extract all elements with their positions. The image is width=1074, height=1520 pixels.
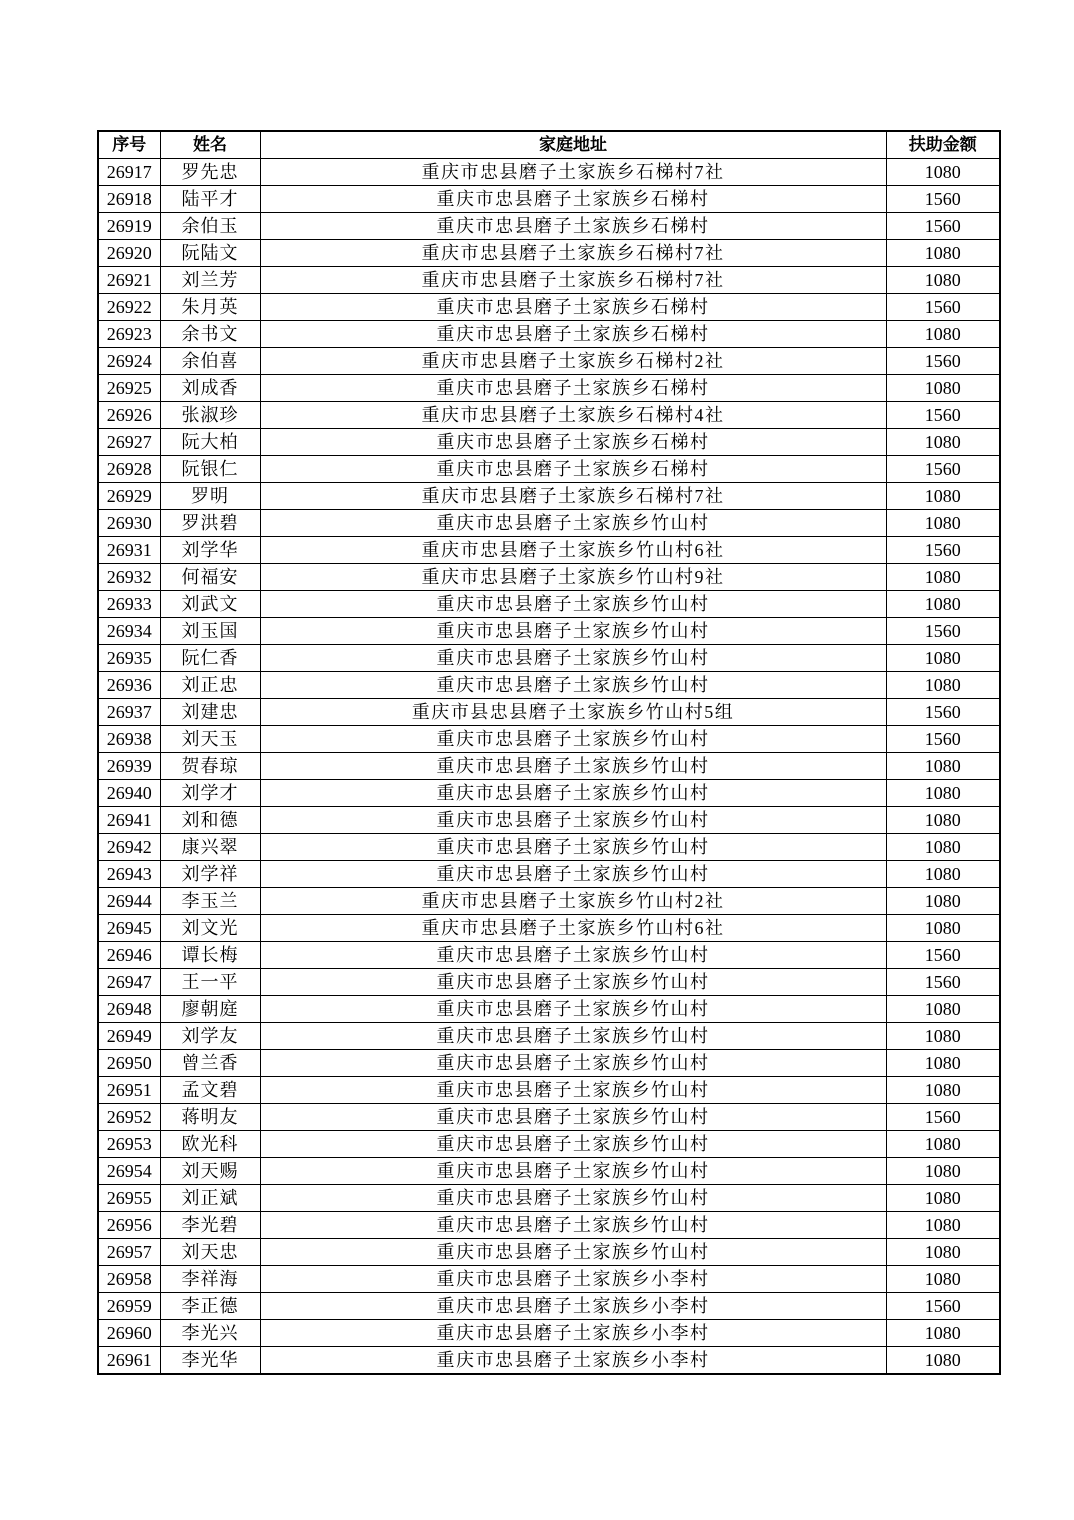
cell-id: 26944	[98, 888, 160, 915]
cell-address: 重庆市忠县磨子土家族乡竹山村	[260, 1104, 886, 1131]
table-row	[98, 510, 1000, 537]
cell-address: 重庆市忠县磨子土家族乡竹山村	[260, 1023, 886, 1050]
table-row	[98, 618, 1000, 645]
cell-name: 刘建忠	[160, 699, 260, 726]
table-header	[98, 131, 1000, 159]
cell-name: 余伯玉	[160, 213, 260, 240]
cell-name: 贺春琼	[160, 753, 260, 780]
table-row	[98, 1266, 1000, 1293]
cell-id: 26931	[98, 537, 160, 564]
cell-name: 刘和德	[160, 807, 260, 834]
cell-address: 重庆市忠县磨子土家族乡竹山村	[260, 942, 886, 969]
cell-address: 重庆市忠县磨子土家族乡竹山村	[260, 753, 886, 780]
cell-name: 李正德	[160, 1293, 260, 1320]
cell-id: 26949	[98, 1023, 160, 1050]
cell-amount: 1080	[886, 429, 1000, 456]
cell-name: 罗明	[160, 483, 260, 510]
cell-amount: 1080	[886, 1266, 1000, 1293]
cell-name: 刘文光	[160, 915, 260, 942]
cell-name: 罗先忠	[160, 159, 260, 186]
cell-id: 26945	[98, 915, 160, 942]
cell-address: 重庆市忠县磨子土家族乡竹山村	[260, 1239, 886, 1266]
cell-name: 余伯喜	[160, 348, 260, 375]
table-row	[98, 1320, 1000, 1347]
cell-address: 重庆市忠县磨子土家族乡小李村	[260, 1347, 886, 1375]
table-row	[98, 915, 1000, 942]
cell-address: 重庆市忠县磨子土家族乡竹山村	[260, 1050, 886, 1077]
cell-id: 26948	[98, 996, 160, 1023]
cell-name: 欧光科	[160, 1131, 260, 1158]
cell-amount: 1560	[886, 348, 1000, 375]
document-page	[97, 130, 999, 1375]
cell-address: 重庆市忠县磨子土家族乡石梯村	[260, 186, 886, 213]
cell-name: 曾兰香	[160, 1050, 260, 1077]
cell-amount: 1560	[886, 699, 1000, 726]
cell-amount: 1080	[886, 888, 1000, 915]
header-amount: 扶助金额	[886, 131, 1000, 159]
cell-name: 陆平才	[160, 186, 260, 213]
table-row	[98, 456, 1000, 483]
cell-id: 26939	[98, 753, 160, 780]
table-row	[98, 1104, 1000, 1131]
table-row	[98, 564, 1000, 591]
cell-name: 刘正斌	[160, 1185, 260, 1212]
cell-amount: 1080	[886, 1077, 1000, 1104]
table-row	[98, 861, 1000, 888]
cell-amount: 1080	[886, 915, 1000, 942]
cell-name: 刘学才	[160, 780, 260, 807]
cell-address: 重庆市忠县磨子土家族乡小李村	[260, 1293, 886, 1320]
table-row	[98, 537, 1000, 564]
cell-id: 26940	[98, 780, 160, 807]
cell-amount: 1080	[886, 780, 1000, 807]
cell-address: 重庆市忠县磨子土家族乡竹山村6社	[260, 537, 886, 564]
table-body	[98, 159, 1000, 1375]
cell-id: 26929	[98, 483, 160, 510]
cell-amount: 1080	[886, 645, 1000, 672]
cell-name: 廖朝庭	[160, 996, 260, 1023]
table-row	[98, 699, 1000, 726]
cell-address: 重庆市忠县磨子土家族乡石梯村7社	[260, 240, 886, 267]
cell-id: 26937	[98, 699, 160, 726]
cell-id: 26932	[98, 564, 160, 591]
cell-amount: 1560	[886, 213, 1000, 240]
cell-name: 李祥海	[160, 1266, 260, 1293]
cell-name: 刘学友	[160, 1023, 260, 1050]
header-row	[98, 131, 1000, 159]
cell-address: 重庆市忠县磨子土家族乡竹山村	[260, 834, 886, 861]
cell-amount: 1560	[886, 1104, 1000, 1131]
cell-amount: 1080	[886, 1212, 1000, 1239]
table-row	[98, 348, 1000, 375]
cell-id: 26922	[98, 294, 160, 321]
cell-name: 刘成香	[160, 375, 260, 402]
cell-address: 重庆市忠县磨子土家族乡竹山村	[260, 807, 886, 834]
cell-address: 重庆市忠县磨子土家族乡竹山村	[260, 969, 886, 996]
cell-amount: 1080	[886, 834, 1000, 861]
cell-amount: 1560	[886, 402, 1000, 429]
table-row	[98, 672, 1000, 699]
cell-amount: 1080	[886, 483, 1000, 510]
cell-address: 重庆市忠县磨子土家族乡石梯村7社	[260, 483, 886, 510]
cell-id: 26926	[98, 402, 160, 429]
cell-name: 刘学祥	[160, 861, 260, 888]
cell-address: 重庆市忠县磨子土家族乡竹山村6社	[260, 915, 886, 942]
cell-id: 26925	[98, 375, 160, 402]
cell-amount: 1560	[886, 726, 1000, 753]
cell-amount: 1560	[886, 618, 1000, 645]
cell-name: 张淑珍	[160, 402, 260, 429]
cell-id: 26943	[98, 861, 160, 888]
cell-id: 26930	[98, 510, 160, 537]
cell-id: 26941	[98, 807, 160, 834]
cell-name: 朱月英	[160, 294, 260, 321]
cell-name: 阮陆文	[160, 240, 260, 267]
cell-address: 重庆市忠县磨子土家族乡石梯村	[260, 294, 886, 321]
cell-address: 重庆市忠县磨子土家族乡竹山村	[260, 996, 886, 1023]
table-row	[98, 267, 1000, 294]
table-row	[98, 888, 1000, 915]
cell-id: 26918	[98, 186, 160, 213]
cell-id: 26954	[98, 1158, 160, 1185]
table-row	[98, 969, 1000, 996]
cell-id: 26938	[98, 726, 160, 753]
table-row	[98, 213, 1000, 240]
cell-amount: 1080	[886, 267, 1000, 294]
cell-amount: 1080	[886, 591, 1000, 618]
cell-address: 重庆市忠县磨子土家族乡竹山村	[260, 618, 886, 645]
table-row	[98, 726, 1000, 753]
cell-address: 重庆市忠县磨子土家族乡竹山村2社	[260, 888, 886, 915]
cell-name: 刘天赐	[160, 1158, 260, 1185]
cell-amount: 1080	[886, 1320, 1000, 1347]
cell-name: 康兴翠	[160, 834, 260, 861]
cell-address: 重庆市忠县磨子土家族乡竹山村	[260, 780, 886, 807]
cell-id: 26936	[98, 672, 160, 699]
cell-name: 阮银仁	[160, 456, 260, 483]
cell-amount: 1080	[886, 1158, 1000, 1185]
cell-id: 26946	[98, 942, 160, 969]
cell-amount: 1560	[886, 186, 1000, 213]
cell-amount: 1080	[886, 807, 1000, 834]
table-row	[98, 429, 1000, 456]
table-row	[98, 780, 1000, 807]
cell-name: 李光华	[160, 1347, 260, 1375]
table-row	[98, 1050, 1000, 1077]
cell-address: 重庆市忠县磨子土家族乡竹山村	[260, 672, 886, 699]
cell-name: 刘正忠	[160, 672, 260, 699]
cell-id: 26927	[98, 429, 160, 456]
table-row	[98, 240, 1000, 267]
table-row	[98, 645, 1000, 672]
cell-address: 重庆市忠县磨子土家族乡小李村	[260, 1320, 886, 1347]
cell-id: 26934	[98, 618, 160, 645]
cell-address: 重庆市忠县磨子土家族乡石梯村	[260, 429, 886, 456]
cell-id: 26947	[98, 969, 160, 996]
cell-address: 重庆市忠县磨子土家族乡竹山村	[260, 510, 886, 537]
cell-name: 王一平	[160, 969, 260, 996]
subsidy-table	[97, 130, 1001, 1375]
cell-amount: 1080	[886, 159, 1000, 186]
cell-address: 重庆市忠县磨子土家族乡竹山村	[260, 1212, 886, 1239]
cell-address: 重庆市忠县磨子土家族乡石梯村2社	[260, 348, 886, 375]
cell-name: 罗洪碧	[160, 510, 260, 537]
table-row	[98, 996, 1000, 1023]
table-row	[98, 1293, 1000, 1320]
table-row	[98, 1023, 1000, 1050]
cell-id: 26935	[98, 645, 160, 672]
cell-id: 26951	[98, 1077, 160, 1104]
cell-amount: 1080	[886, 564, 1000, 591]
cell-name: 余书文	[160, 321, 260, 348]
cell-amount: 1080	[886, 1023, 1000, 1050]
cell-id: 26920	[98, 240, 160, 267]
cell-name: 刘天玉	[160, 726, 260, 753]
cell-address: 重庆市忠县磨子土家族乡竹山村	[260, 591, 886, 618]
cell-amount: 1080	[886, 672, 1000, 699]
cell-amount: 1080	[886, 1131, 1000, 1158]
cell-name: 李光兴	[160, 1320, 260, 1347]
cell-id: 26928	[98, 456, 160, 483]
cell-amount: 1080	[886, 996, 1000, 1023]
cell-address: 重庆市忠县磨子土家族乡小李村	[260, 1266, 886, 1293]
cell-name: 刘武文	[160, 591, 260, 618]
cell-id: 26959	[98, 1293, 160, 1320]
cell-address: 重庆市忠县磨子土家族乡石梯村7社	[260, 267, 886, 294]
table-row	[98, 1239, 1000, 1266]
cell-id: 26960	[98, 1320, 160, 1347]
cell-id: 26955	[98, 1185, 160, 1212]
cell-amount: 1560	[886, 294, 1000, 321]
cell-amount: 1560	[886, 456, 1000, 483]
cell-amount: 1080	[886, 861, 1000, 888]
cell-name: 孟文碧	[160, 1077, 260, 1104]
cell-address: 重庆市忠县磨子土家族乡竹山村	[260, 1158, 886, 1185]
table-row	[98, 159, 1000, 186]
cell-id: 26917	[98, 159, 160, 186]
cell-id: 26961	[98, 1347, 160, 1375]
cell-id: 26956	[98, 1212, 160, 1239]
table-row	[98, 834, 1000, 861]
table-row	[98, 942, 1000, 969]
cell-name: 刘学华	[160, 537, 260, 564]
cell-name: 阮仁香	[160, 645, 260, 672]
cell-id: 26952	[98, 1104, 160, 1131]
table-row	[98, 1077, 1000, 1104]
cell-name: 谭长梅	[160, 942, 260, 969]
cell-amount: 1080	[886, 1050, 1000, 1077]
cell-address: 重庆市忠县磨子土家族乡石梯村	[260, 213, 886, 240]
table-row	[98, 375, 1000, 402]
cell-id: 26958	[98, 1266, 160, 1293]
cell-id: 26923	[98, 321, 160, 348]
cell-id: 26924	[98, 348, 160, 375]
cell-address: 重庆市忠县磨子土家族乡竹山村	[260, 1131, 886, 1158]
cell-amount: 1080	[886, 1239, 1000, 1266]
cell-address: 重庆市忠县磨子土家族乡竹山村	[260, 645, 886, 672]
cell-id: 26919	[98, 213, 160, 240]
table-row	[98, 186, 1000, 213]
cell-amount: 1080	[886, 375, 1000, 402]
cell-id: 26921	[98, 267, 160, 294]
table-row	[98, 1158, 1000, 1185]
cell-amount: 1560	[886, 537, 1000, 564]
cell-amount: 1080	[886, 321, 1000, 348]
table-row	[98, 1131, 1000, 1158]
cell-address: 重庆市忠县磨子土家族乡石梯村4社	[260, 402, 886, 429]
cell-name: 何福安	[160, 564, 260, 591]
cell-amount: 1560	[886, 1293, 1000, 1320]
cell-name: 刘兰芳	[160, 267, 260, 294]
cell-address: 重庆市忠县磨子土家族乡石梯村7社	[260, 159, 886, 186]
table-row	[98, 1347, 1000, 1375]
cell-amount: 1080	[886, 240, 1000, 267]
cell-address: 重庆市忠县磨子土家族乡竹山村	[260, 1077, 886, 1104]
cell-name: 阮大柏	[160, 429, 260, 456]
table-row	[98, 402, 1000, 429]
cell-name: 刘天忠	[160, 1239, 260, 1266]
cell-name: 刘玉国	[160, 618, 260, 645]
cell-id: 26942	[98, 834, 160, 861]
header-address: 家庭地址	[260, 131, 886, 159]
cell-amount: 1560	[886, 969, 1000, 996]
cell-address: 重庆市忠县磨子土家族乡竹山村	[260, 861, 886, 888]
cell-amount: 1560	[886, 942, 1000, 969]
cell-address: 重庆市忠县磨子土家族乡竹山村	[260, 1185, 886, 1212]
table-row	[98, 321, 1000, 348]
cell-name: 李玉兰	[160, 888, 260, 915]
cell-address: 重庆市忠县磨子土家族乡石梯村	[260, 375, 886, 402]
cell-address: 重庆市忠县磨子土家族乡石梯村	[260, 321, 886, 348]
cell-amount: 1080	[886, 753, 1000, 780]
cell-amount: 1080	[886, 1347, 1000, 1375]
cell-name: 李光碧	[160, 1212, 260, 1239]
cell-amount: 1080	[886, 510, 1000, 537]
cell-id: 26933	[98, 591, 160, 618]
cell-address: 重庆市忠县磨子土家族乡竹山村9社	[260, 564, 886, 591]
header-name: 姓名	[160, 131, 260, 159]
cell-address: 重庆市忠县磨子土家族乡竹山村	[260, 726, 886, 753]
cell-id: 26953	[98, 1131, 160, 1158]
table-row	[98, 807, 1000, 834]
cell-id: 26950	[98, 1050, 160, 1077]
header-id: 序号	[98, 131, 160, 159]
table-row	[98, 591, 1000, 618]
table-row	[98, 1185, 1000, 1212]
table-row	[98, 483, 1000, 510]
cell-address: 重庆市忠县磨子土家族乡石梯村	[260, 456, 886, 483]
table-row	[98, 1212, 1000, 1239]
table-row	[98, 294, 1000, 321]
cell-id: 26957	[98, 1239, 160, 1266]
cell-amount: 1080	[886, 1185, 1000, 1212]
cell-address: 重庆市县忠县磨子土家族乡竹山村5组	[260, 699, 886, 726]
cell-name: 蒋明友	[160, 1104, 260, 1131]
table-row	[98, 753, 1000, 780]
